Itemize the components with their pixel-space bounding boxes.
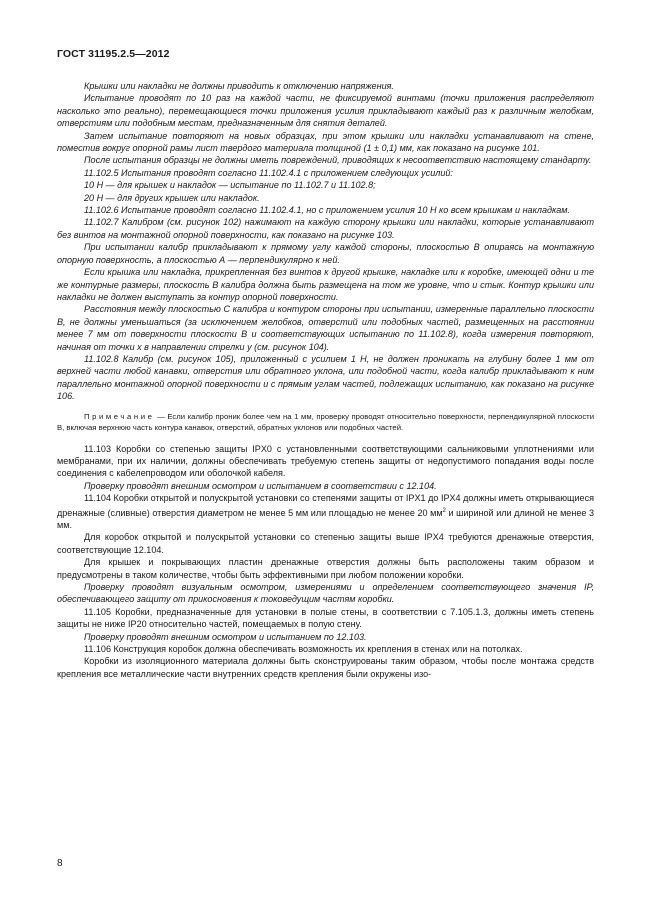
paragraph: Проверку проводят визуальным осмотром, измерениями и определением соответствующего значения IP, обеспечивающего защиту от прикосновения к токоведущим частям коробки. (57, 582, 594, 605)
document-header: ГОСТ 31195.2.5—2012 (57, 48, 170, 60)
paragraph: 11.105 Коробки, предназначенные для установки в полые стены, в соответствии с 7.105.1.3, должны иметь степень защиты не ниже IP20 относительно частей, помещаемых в полую стену. (57, 606, 594, 630)
paragraph: 20 Н — для других крышек или накладок. (84, 192, 260, 203)
paragraph: 11.103 Коробки со степенью защиты IPX0 с установленными соответствующими сальниковыми уплотнениями или мембранами, при их наличии, должны обеспечивать требуемую степень защиты от недопустимого попадания воды после соединения с кабелепроводом или оболочкой кабеля. (57, 443, 594, 479)
note-label: Примечание (84, 411, 155, 421)
note-text: — Если калибр проник более чем на 1 мм, проверку проводят относительно поверхности, перпендикулярной плоскости В, включая верхнюю часть контура канавок, отверстий, обратных уклонов или подобных частей. (57, 411, 594, 432)
paragraph: Испытание проводят по 10 раз на каждой части, не фиксируемой винтами (точки приложения распределяют насколько это реально), перемещающиеся точки приложения усилия прикладывают каждый раз к различным желобкам, отверстиям или подобным местам, предназначенным для снятия деталей. (57, 93, 594, 129)
paragraph: 11.102.5 Испытания проводят согласно 11.102.4.1 с приложением следующих усилий: (84, 167, 453, 178)
paragraph: Проверку проводят внешним осмотром и испытанием по 12.103. (84, 631, 367, 642)
paragraph: 11.102.7 Калибром (см. рисунок 102) нажимают на каждую сторону крышки или накладки, которые устанавливают без винтов на монтажной опорной поверхности, как показано на рисунке 103. (57, 217, 594, 240)
paragraph: Если крышка или накладка, прикрепленная без винтов к другой крышке, накладке или к коробке, имеющей одни и те же контурные размеры, плоскость В калибра должна быть размещена на том же уровне, что и стык. Контур крышки или накладки не должен выступать за контур опорной поверхности. (57, 267, 594, 302)
paragraph: При испытании калибр прикладывают к прямому углу каждой стороны, плоскостью В опираясь на монтажную опорную поверхность, а плоскостью А — перпендикулярно к ней. (57, 242, 594, 265)
page-number: 8 (57, 858, 63, 869)
superscript: 2 (442, 507, 446, 514)
paragraph (57, 492, 594, 531)
paragraph: 10 Н — для крышек и накладок — испытание по 11.102.7 и 11.102.8; (84, 180, 376, 191)
paragraph: После испытания образцы не должны иметь повреждений, приводящих к несоответствию настоящему стандарту. (84, 155, 592, 166)
paragraph-text: и шириной или длиной не менее 3 мм. (57, 507, 594, 531)
note (57, 411, 594, 433)
paragraph: Коробки из изоляционного материала должны быть сконструированы таким образом, чтобы после монтажа средств крепления все металлические части внутренних средств крепления были окружены изо- (57, 656, 594, 679)
paragraph: Расстояния между плоскостью С калибра и контуром стороны при испытании, измеренные параллельно плоскости В, не должны уменьшаться (за исключением желобков, отверстий или подобных частей, размещенных на расстоянии менее 7 мм от поверхности плоскости В и соответствующих испытанию по 11.102.8), когда измерения повторяют, начиная от точки x в направлении стрелки y (см. рисунок 104). (57, 304, 594, 352)
document-body (57, 80, 594, 680)
paragraph: Проверку проводят внешним осмотром и испытанием в соответствии с 12.104. (84, 480, 437, 491)
paragraph: Крышки или накладки не должны приводить к отключению напряжения. (84, 81, 394, 91)
paragraph: 11.102.6 Испытание проводят согласно 11.102.4.1, но с приложением усилия 10 Н ко всем крышкам и накладкам. (84, 205, 571, 216)
paragraph-text: 11.104 Коробки открытой и полускрытой установки со степенями защиты от IPX1 до IPX4 должны иметь открывающиеся дренажные (сливные) отверстия диаметром не менее 5 мм или площадью не менее 20 мм (57, 493, 594, 518)
paragraph: 11.106 Конструкция коробок должна обеспечивать возможность их крепления в стенах или на потолках. (84, 644, 523, 655)
paragraph: Для крышек и покрывающих пластин дренажные отверстия должны быть расположены таким образом и предусмотрены в таком количестве, чтобы быть эффективными при любом положении коробки. (57, 557, 594, 580)
paragraph: Затем испытание повторяют на новых образцах, при этом крышки или накладки устанавливают на стене, поместив вокруг опорной рамы лист твердого материала толщиной (1 ± 0,1) мм, как показано на рисунке 101. (57, 130, 594, 154)
paragraph: 11.102.8 Калибр (см. рисунок 105), приложенный с усилием 1 Н, не должен проникать на глубину более 1 мм от верхней части любой канавки, отверстия или обратного уклона, или подобной части, когда калибр прикладывают к ним параллельно монтажной опорной поверхности и с прямым углам частей, подлежащих испытанию, как показано на рисунке 106. (57, 353, 594, 402)
paragraph: Для коробок открытой и полускрытой установки со степенью защиты выше IPX4 требуются дренажные отверстия, соответствующие 12.104. (57, 532, 594, 555)
